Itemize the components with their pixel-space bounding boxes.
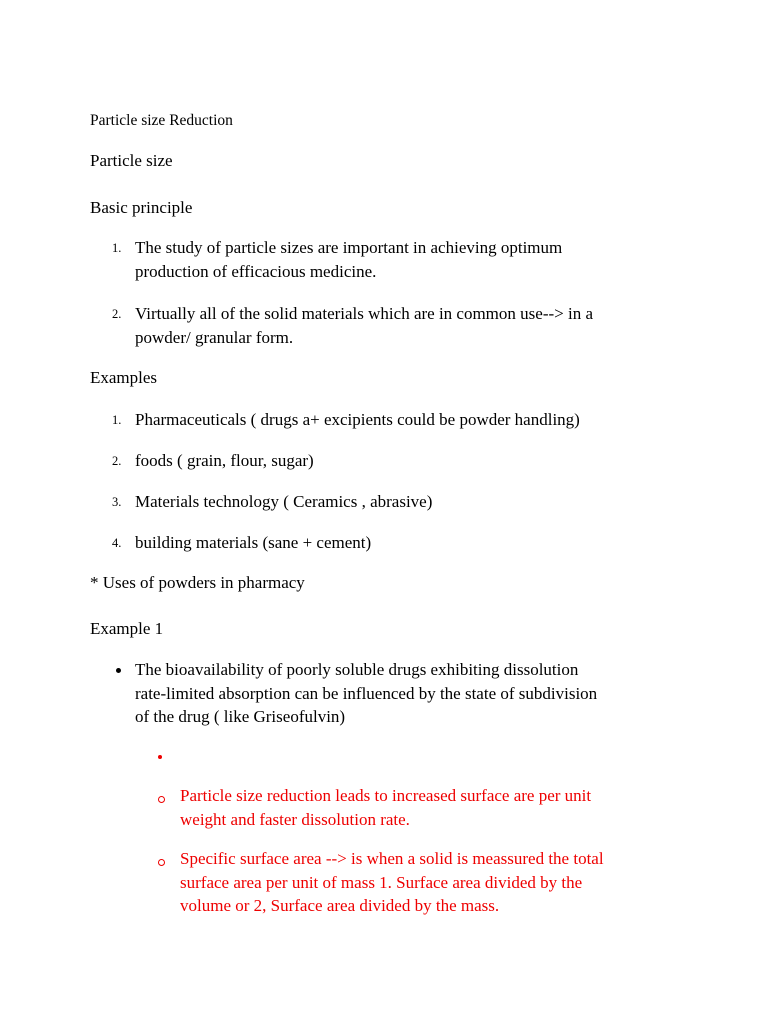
heading-examples: Examples <box>90 368 158 387</box>
empty-bullet-icon <box>158 755 162 759</box>
list-item-line: powder/ granular form. <box>135 327 294 347</box>
uses-of-powders-line: * Uses of powders in pharmacy <box>90 573 305 592</box>
list-item-text: Pharmaceuticals ( drugs a+ excipients could be powder handling) <box>135 410 580 429</box>
circle-bullet-icon <box>158 796 165 803</box>
list-number: 2. <box>112 307 122 321</box>
bullet-line: rate-limited absorption can be influenced by the state of subdivision <box>135 683 598 703</box>
sub-item-line: Particle size reduction leads to increased surface are per unit <box>180 786 592 805</box>
bullet-line: The bioavailability of poorly soluble drugs exhibiting dissolution <box>135 660 579 679</box>
heading-example-1: Example 1 <box>90 619 164 638</box>
bullet-line: of the drug ( like Griseofulvin) <box>135 707 346 726</box>
list-number: 3. <box>112 495 122 509</box>
circle-bullet-icon <box>158 859 165 866</box>
sub-item-line: Specific surface area --> is when a solid is meassured the total <box>180 849 604 868</box>
list-number: 1. <box>112 413 122 427</box>
list-number: 2. <box>112 454 122 468</box>
bullet-icon <box>116 668 121 673</box>
sub-item-line: surface area per unit of mass 1. Surface area divided by the <box>180 872 583 892</box>
list-item-text: Materials technology ( Ceramics , abrasive) <box>135 492 433 511</box>
list-number: 4. <box>112 536 122 550</box>
document-title: Particle size Reduction <box>90 112 233 129</box>
list-item-line: production of efficacious medicine. <box>135 261 377 281</box>
list-number: 1. <box>112 241 122 255</box>
list-item-line: Virtually all of the solid materials which are in common use--> in a <box>135 304 593 323</box>
list-item-text: building materials (sane + cement) <box>135 533 372 552</box>
list-item-line: The study of particle sizes are important in achieving optimum <box>135 238 563 257</box>
sub-item-line: volume or 2, Surface area divided by the mass. <box>180 896 500 915</box>
heading-particle-size: Particle size <box>90 151 173 170</box>
sub-item-line: weight and faster dissolution rate. <box>180 809 410 829</box>
heading-basic-principle: Basic principle <box>90 198 193 217</box>
list-item-text: foods ( grain, flour, sugar) <box>135 451 314 470</box>
